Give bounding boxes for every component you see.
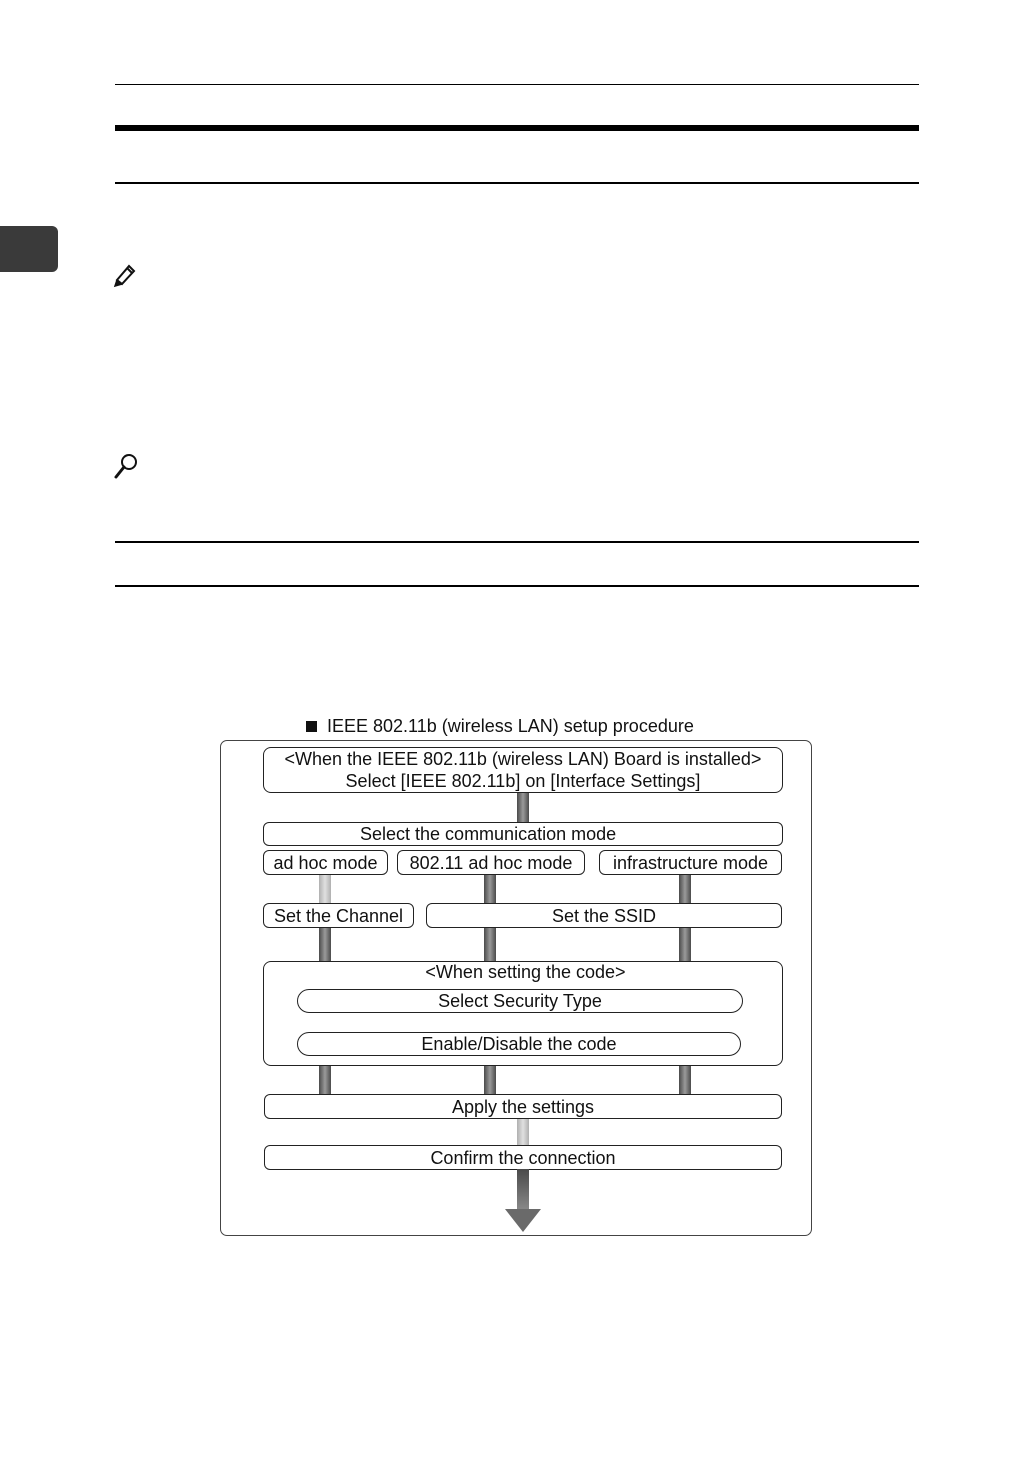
connector (679, 927, 691, 963)
security-type-box (297, 989, 743, 1013)
connector (319, 874, 331, 904)
start-box-line1: <When the IEEE 802.11b (wireless LAN) Board is installed> (284, 749, 762, 769)
connector (679, 1065, 691, 1095)
code-group-title: <When setting the code> (425, 962, 626, 982)
reference-magnifier-icon (112, 452, 140, 480)
connector (319, 1065, 331, 1095)
down-arrow-icon (503, 1169, 543, 1233)
mode-label: ad hoc mode (273, 852, 378, 873)
chapter-tab (0, 226, 58, 272)
apply-settings-label: Apply the settings (451, 1096, 595, 1117)
mode-box-ad-hoc (263, 850, 388, 875)
confirm-connection-label: Confirm the connection (430, 1147, 616, 1168)
figure-title-text: IEEE 802.11b (wireless LAN) setup procedure (327, 716, 694, 736)
section-title-rule-top (115, 125, 919, 131)
enable-disable-label: Enable/Disable the code (421, 1034, 617, 1054)
section-title-rule-bottom (115, 182, 919, 184)
comm-mode-box (263, 822, 783, 846)
set-ssid-box (426, 903, 782, 928)
connector (484, 927, 496, 963)
subsection-rule-bottom (115, 585, 919, 587)
confirm-connection-box (264, 1145, 782, 1170)
start-box-line2: Select [IEEE 802.11b] on [Interface Settings] (345, 771, 701, 791)
connector (679, 874, 691, 904)
connector (319, 927, 331, 963)
set-ssid-label: Set the SSID (551, 905, 657, 926)
mode-label: 802.11 ad hoc mode (409, 852, 573, 873)
security-type-label: Select Security Type (438, 991, 602, 1011)
connector (517, 1118, 529, 1146)
header-rule-thin (115, 84, 919, 85)
set-channel-label: Set the Channel (273, 905, 404, 926)
apply-settings-box (264, 1094, 782, 1119)
comm-mode-label: Select the communication mode (360, 824, 617, 844)
enable-disable-box (297, 1032, 741, 1056)
mode-box-infrastructure (599, 850, 782, 875)
mode-label: infrastructure mode (612, 852, 769, 873)
connector (517, 792, 529, 824)
figure-title (306, 716, 694, 737)
set-channel-box (263, 903, 414, 928)
connector (484, 1065, 496, 1095)
subsection-rule-top (115, 541, 919, 543)
mode-box-80211-ad-hoc (397, 850, 585, 875)
connector (484, 874, 496, 904)
note-pencil-icon (112, 262, 138, 288)
start-box (263, 747, 783, 793)
square-bullet-icon (306, 721, 317, 732)
